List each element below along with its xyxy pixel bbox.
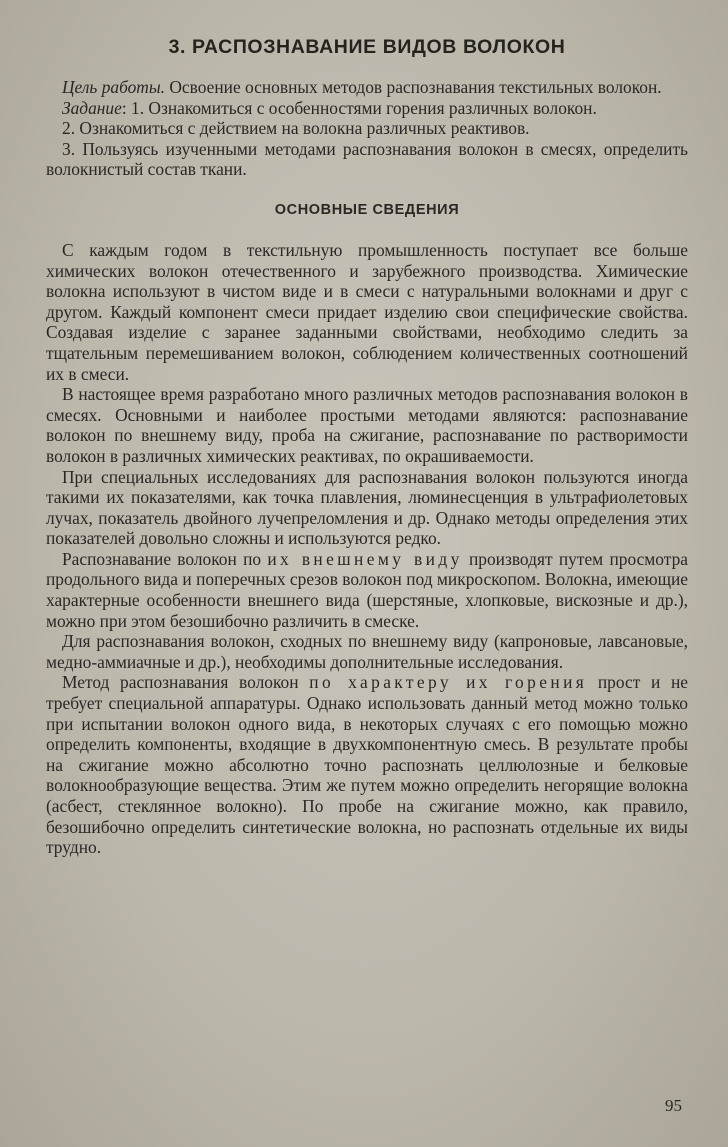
task-item-1-text: : 1. Ознакомиться с особенностями горения различных волокон. (121, 97, 597, 118)
paragraph-4-spaced: их внешнему виду (267, 548, 463, 569)
paragraph-2: В настоящее время разработано много различных методов распознавания волокон в смесях. Основными и наиболее простыми методами являются: распознавание волокон по внешнему виду, проба на сжигание, распознавание по растворимости волокон в различных химических реактивах, по окрашиваемости. (46, 384, 688, 466)
page-number: 95 (665, 1096, 682, 1115)
section-heading: ОСНОВНЫЕ СВЕДЕНИЯ (274, 201, 460, 218)
chapter-title: 3. РАСПОЗНАВАНИЕ ВИДОВ ВОЛОКОН (168, 36, 566, 58)
paragraph-6-end: прост и не требует специальной аппаратуры. Однако использовать данный метод можно только при испытании волокон одного вида, в некоторых случаях с его помощью можно определить компоненты, входящие в двухкомпонентную смесь. В результате пробы на сжигание можно абсолютно точно распознать целлюлозные и белковые волокнообразующие вещества. Этим же путем можно определить негорящие волокна (асбест, стеклянное волокно). По пробе на сжигание можно, как правило, безошибочно определить синтетические волокна, но распознать отдельные их виды трудно. (46, 672, 688, 858)
task-item-2: 2. Ознакомиться с действием на волокна различных реактивов. (62, 118, 530, 139)
task-label: Задание (62, 97, 122, 118)
paragraph-6 (46, 672, 688, 857)
goal-label: Цель работы. (62, 77, 165, 97)
paragraph-4-start: Распознавание волокон по (62, 548, 268, 569)
task-item-1 (46, 98, 688, 119)
paragraph-6-spaced: по характеру их горения (309, 672, 588, 693)
paragraph-5: Для распознавания волокон, сходных по внешнему виду (капроновые, лавсановые, медно-аммиачные и др.), необходимы дополнительные исследования. (46, 631, 688, 672)
goal-text: Освоение основных методов распознавания текстильных волокон. (164, 77, 662, 97)
paragraph-3: При специальных исследованиях для распознавания волокон пользуются иногда такими их показателями, как точка плавления, люминесценция в ультрафиолетовых лучах, показатель двойного лучепреломления и др. Однако методы определения этих показателей довольно сложны и используются редко. (46, 466, 688, 549)
paragraph-4 (46, 549, 688, 631)
paragraph-4-end: производят путем просмотра продольного вида и поперечных срезов волокон под микроскопом. Волокна, имеющие характерные особенности внешнего вида (шерстяные, хлопковые, вискозные и др.), можно при этом безошибочно различить в смеске. (46, 548, 688, 631)
paragraph-6-start: Метод распознавания волокон (62, 672, 310, 693)
paragraph-1: С каждым годом в текстильную промышленность поступает все больше химических волокон отечественного и зарубежного производства. Химические волокна используют в чистом виде и в смеси с натуральными волокнами и друг с другом. Каждый компонент смеси придает изделию свои специфические свойства. Создавая изделие с заранее заданными свойствами, необходимо следить за тщательным перемешиванием волокон, соблюдением количественных соотношений их в смеси. (46, 239, 688, 384)
task-item-3: 3. Пользуясь изученными методами распознавания волокон в смесях, определить волокнистый состав ткани. (46, 138, 688, 180)
goal-paragraph (46, 77, 688, 98)
